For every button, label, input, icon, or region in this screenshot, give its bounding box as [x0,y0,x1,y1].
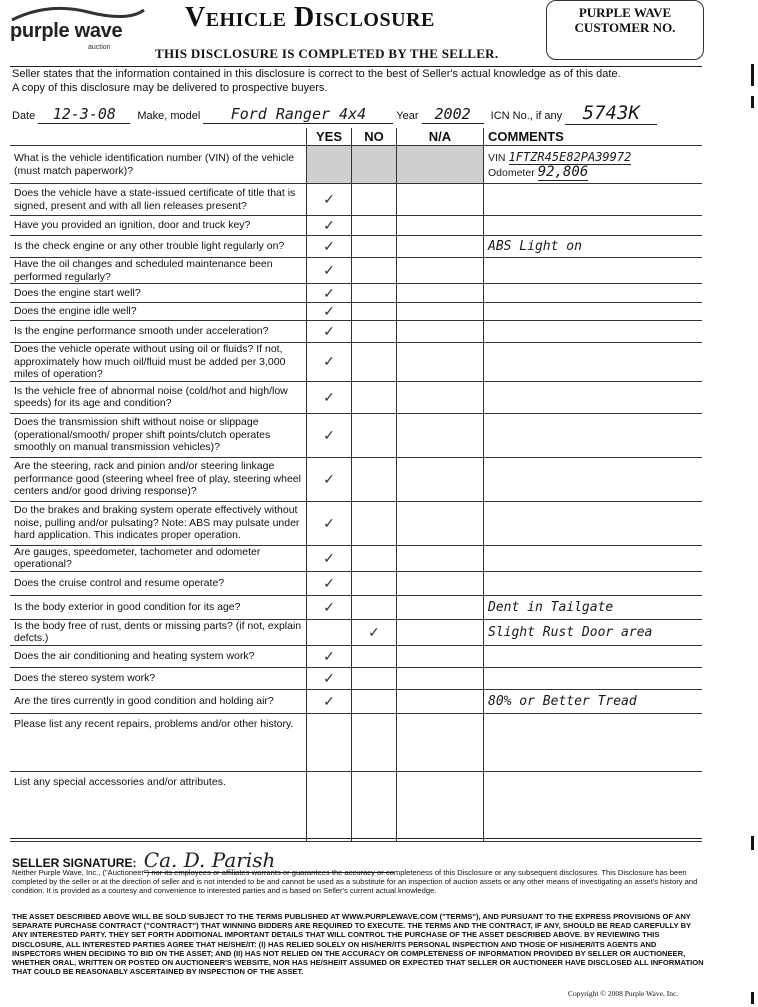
table-row [10,258,702,284]
disclaimer-text: Neither Purple Wave, Inc., ("Auctioneer") nor its employees or affiliates warrants or guarantees the accuracy or completeness of this Disclosure or any subsequent disclosures. This Disclosure has been completed by the seller or at the direction of seller and is not intended to be and cannot be used as a substitute for an inspection of auction assets or any other means of investigating an asset's history and condition. It is provided as a courtesy and convenience to interested parties and is based on Seller's current actual knowledge. [12,868,698,895]
question-text: Have the oil changes and scheduled maintenance been performed regularly? [10,258,307,284]
no-cell[interactable] [352,771,397,841]
comment-cell[interactable] [484,381,703,413]
no-cell[interactable] [352,413,397,457]
comment-cell[interactable]: ABS Light on [484,236,703,258]
no-cell[interactable] [352,258,397,284]
yes-header: YES [307,128,352,146]
no-cell[interactable] [352,571,397,595]
na-cell[interactable] [397,146,484,184]
comment-cell[interactable] [484,184,703,216]
table-row [10,236,702,258]
check-mark-icon: ✓ [323,217,335,233]
scan-edge-mark [751,96,754,108]
table-row [10,146,702,184]
question-text: List any special accessories and/or attributes. [10,771,307,841]
table-row [10,216,702,236]
yes-cell[interactable] [307,571,352,595]
na-cell[interactable] [397,595,484,619]
comment-cell[interactable] [484,501,703,545]
check-mark-icon: ✓ [323,647,335,664]
na-cell[interactable] [397,216,484,236]
table-row [10,457,702,501]
no-cell[interactable] [352,184,397,216]
no-cell[interactable] [352,689,397,713]
question-text: What is the vehicle identification number (VIN) of the vehicle (must match paperwork)? [10,146,307,184]
comment-cell[interactable] [484,545,703,571]
table-row [10,321,702,343]
na-cell[interactable] [397,381,484,413]
comment-cell[interactable]: Slight Rust Door area [484,619,703,645]
customer-number-box [546,0,704,60]
check-mark-icon: ✓ [323,191,335,207]
na-cell[interactable] [397,236,484,258]
icn-label: ICN No., if any [490,110,563,122]
check-mark-icon: ✓ [323,303,335,319]
check-mark-icon: ✓ [323,669,335,686]
na-cell[interactable] [397,689,484,713]
comment-cell[interactable] [484,258,703,284]
table-row [10,381,702,413]
signature-label: SELLER SIGNATURE: [12,856,137,870]
vin-field[interactable]: 1FTZR45E82PA39972 [508,149,632,164]
customer-box-line2: CUSTOMER NO. [574,20,676,35]
question-text: Does the vehicle have a state-issued certificate of title that is signed, present and with all lien releases present? [10,184,307,216]
table-row [10,595,702,619]
yes-cell[interactable] [307,667,352,689]
comment-cell[interactable] [484,216,703,236]
no-cell[interactable] [352,501,397,545]
scan-edge-mark [751,64,754,86]
na-cell[interactable] [397,713,484,771]
na-cell[interactable] [397,258,484,284]
question-text: Is the check engine or any other trouble light regularly on? [10,236,307,258]
yes-cell[interactable] [307,321,352,343]
no-cell[interactable] [352,545,397,571]
na-cell[interactable] [397,771,484,841]
comment-cell[interactable]: Dent in Tailgate [484,595,703,619]
table-row [10,689,702,713]
question-header [10,128,307,146]
copyright-text: Copyright © 2008 Purple Wave, Inc. [568,989,679,998]
yes-cell[interactable] [307,619,352,645]
yes-cell[interactable] [307,545,352,571]
odometer-label: Odometer [488,166,535,179]
yes-cell[interactable] [307,236,352,258]
comment-cell[interactable] [484,713,703,771]
disclosure-table [10,128,702,842]
na-cell[interactable] [397,667,484,689]
no-cell[interactable] [352,381,397,413]
comment-cell[interactable] [484,321,703,343]
table-row [10,713,702,771]
na-cell[interactable] [397,571,484,595]
no-cell[interactable] [352,303,397,321]
make-model-field[interactable]: Ford Ranger 4x4 [203,105,393,124]
table-row [10,771,702,841]
no-cell[interactable] [352,146,397,184]
comment-cell[interactable] [484,771,703,841]
comment-cell[interactable] [484,571,703,595]
question-text: Does the engine idle well? [10,303,307,321]
question-text: Is the body exterior in good condition for its age? [10,595,307,619]
na-header: N/A [397,128,484,146]
scan-edge-mark [751,836,754,850]
copy-line-text: A copy of this disclosure may be delivered to prospective buyers. [12,82,328,94]
table-row [10,545,702,571]
signature-field[interactable]: Ca. D. Parish [144,848,394,873]
table-row [10,184,702,216]
comment-cell[interactable] [484,667,703,689]
comments-header: COMMENTS [484,128,703,146]
terms-text: THE ASSET DESCRIBED ABOVE WILL BE SOLD SUBJECT TO THE TERMS PUBLISHED AT WWW.PURPLEWAVE.COM ("TERMS"), AND PURSUANT TO THE EXPRESS PROVISIONS OF ANY SEPARATE PURCHASE CONTRACT ("CONTRACT") THAT WINNING BIDDERS ARE REQUIRED TO EXECUTE. THE TERMS AND THE CONTRACT, IF ANY, SHOULD BE READ CAREFULLY BY ANY INTERESTED PARTY. THEY SET FORTH ADDITIONAL IMPORTANT DETAILS THAT WILL CONTROL THE PURCHASE OF THE ASSET DESCRIBED ABOVE. BY REVIEWING THIS DISCLOSURE, ALL INTERESTED PARTIES AGREE THAT HE/SHE/IT: (I) HAS RELIED SOLELY ON HIS/HER/ITS PERSONAL INSPECTION AND THOSE OF HIS/HER/ITS AGENTS AND INSPECTORS WHEN DECIDING TO BID ON THE ASSET; AND (II) HAS NOT RELIED ON THE ACCURACY OR COMPLETENESS OF INFORMATION PROVIDED BY SELLER OR AUCTIONEER, WHETHER ORAL, WRITTEN OR POSTED ON AUCTIONEER'S WEBSITE, NOR HAS HE/SHE/IT ASSUMED OR EXPECTED THAT SELLER OR AUCTIONEER HAVE DISCLOSED ALL INFORMATION THAT COULD BE REASONABLY ASCERTAINED BY INSPECTION OF THE ASSET. [12,912,704,977]
yes-cell[interactable] [307,771,352,841]
check-mark-icon: ✓ [323,574,335,591]
check-mark-icon: ✓ [323,284,335,301]
logo-text: purple wave [10,20,123,42]
table-row [10,571,702,595]
comment-cell[interactable] [484,146,703,184]
question-text: Have you provided an ignition, door and truck key? [10,216,307,236]
check-mark-icon: ✓ [323,470,335,487]
yes-cell[interactable] [307,501,352,545]
table-row [10,645,702,667]
check-mark-icon: ✓ [323,426,335,443]
logo-sub: auction [88,44,111,51]
top-rule [10,66,702,67]
odometer-field[interactable]: 92,806 [537,163,589,180]
question-text: Is the engine performance smooth under acceleration? [10,321,307,343]
icn-field[interactable]: 5743K [565,102,657,125]
no-cell[interactable] [352,667,397,689]
yes-cell[interactable] [307,381,352,413]
table-header-row [10,128,702,146]
yes-cell[interactable] [307,713,352,771]
yes-cell[interactable] [307,689,352,713]
no-cell[interactable] [352,645,397,667]
table-row [10,413,702,457]
date-label: Date [12,110,36,122]
no-cell[interactable] [352,595,397,619]
yes-cell[interactable] [307,184,352,216]
table-row [10,303,702,321]
question-text: Are gauges, speedometer, tachometer and odometer operational? [10,545,307,571]
check-mark-icon: ✓ [323,388,335,405]
check-mark-icon: ✓ [323,549,335,566]
question-text: Is the body free of rust, dents or missing parts? (if not, explain defcts.) [10,619,307,645]
page-subtitle: THIS DISCLOSURE IS COMPLETED BY THE SELLER. [155,46,499,61]
check-mark-icon: ✓ [323,353,335,370]
table-row [10,284,702,303]
comment-cell[interactable] [484,413,703,457]
table-row [10,501,702,545]
comment-cell[interactable] [484,457,703,501]
question-text: Please list any recent repairs, problems and/or other history. [10,713,307,771]
no-cell[interactable] [352,236,397,258]
na-cell[interactable] [397,501,484,545]
purple-wave-logo [8,6,148,54]
check-mark-icon: ✓ [323,598,335,615]
yes-cell[interactable] [307,413,352,457]
na-cell[interactable] [397,284,484,303]
check-mark-icon: ✓ [323,238,335,254]
question-text: Does the stereo system work? [10,667,307,689]
table-bottom-rule [10,838,702,839]
na-cell[interactable] [397,457,484,501]
question-text: Do the brakes and braking system operate effectively without noise, pulling and/or pulsating? Note: ABS may pulsate under hard application. This indicates proper operation. [10,501,307,545]
question-text: Is the vehicle free of abnormal noise (cold/hot and high/low speeds) for its age and condition? [10,381,307,413]
na-cell[interactable] [397,645,484,667]
seller-states-text: Seller states that the information contained in this disclosure is correct to the best of Seller's actual knowledge as of this date. [12,68,621,80]
no-cell[interactable] [352,343,397,382]
no-header: NO [352,128,397,146]
na-cell[interactable] [397,619,484,645]
question-text: Are the steering, rack and pinion and/or steering linkage performance good (steering wheel free of play, steering wheel centers and/or good driving response)? [10,457,307,501]
question-text: Does the cruise control and resume operate? [10,571,307,595]
yes-cell[interactable] [307,258,352,284]
make-label: Make, model [137,110,201,122]
customer-box-line1: PURPLE WAVE [578,5,672,20]
yes-cell[interactable] [307,303,352,321]
na-cell[interactable] [397,343,484,382]
comment-cell[interactable] [484,303,703,321]
table-row [10,667,702,689]
question-text: Does the transmission shift without noise or slippage (operational/smooth/ proper shift points/clutch operates smoothly on manual transmission vehicles)? [10,413,307,457]
na-cell[interactable] [397,303,484,321]
comment-cell[interactable] [484,645,703,667]
na-cell[interactable] [397,413,484,457]
table-row [10,619,702,645]
na-cell[interactable] [397,321,484,343]
year-label: Year [396,110,419,122]
year-field[interactable]: 2002 [422,105,484,124]
no-cell[interactable] [352,619,397,645]
comment-cell[interactable]: 80% or Better Tread [484,689,703,713]
no-cell[interactable] [352,457,397,501]
check-mark-icon: ✓ [323,514,335,531]
comment-cell[interactable] [484,343,703,382]
comment-cell[interactable] [484,284,703,303]
yes-cell[interactable] [307,146,352,184]
check-mark-icon: ✓ [323,262,335,278]
vin-label: VIN [488,151,506,164]
question-text: Are the tires currently in good condition and holding air? [10,689,307,713]
yes-cell[interactable] [307,284,352,303]
scan-edge-mark [751,992,754,1004]
check-mark-icon: ✓ [323,323,335,339]
page-title: Vehicle Disclosure [185,2,435,33]
na-cell[interactable] [397,184,484,216]
question-text: Does the engine start well? [10,284,307,303]
yes-cell[interactable] [307,457,352,501]
vehicle-info-line [12,102,712,126]
na-cell[interactable] [397,545,484,571]
yes-cell[interactable] [307,343,352,382]
check-mark-icon: ✓ [368,623,380,640]
yes-cell[interactable] [307,216,352,236]
no-cell[interactable] [352,321,397,343]
no-cell[interactable] [352,713,397,771]
no-cell[interactable] [352,284,397,303]
question-text: Does the air conditioning and heating system work? [10,645,307,667]
question-text: Does the vehicle operate without using oil or fluids? If not, approximately how much oil/fluid must be added per 3,000 miles of operation? [10,343,307,382]
date-field[interactable]: 12-3-08 [38,105,130,124]
table-row [10,343,702,382]
check-mark-icon: ✓ [323,692,335,709]
yes-cell[interactable] [307,595,352,619]
yes-cell[interactable] [307,645,352,667]
no-cell[interactable] [352,216,397,236]
